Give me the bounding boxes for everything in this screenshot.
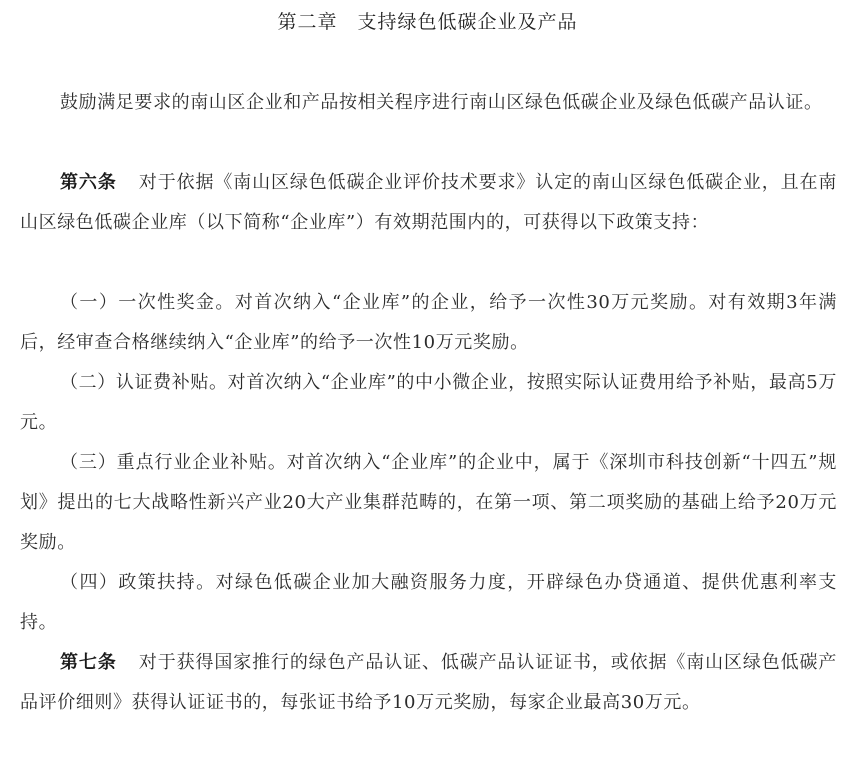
policy-item-1: （一）一次性奖金。对首次纳入“企业库”的企业，给予一次性30万元奖励。对有效期3年满后，经审查合格继续纳入“企业库”的给予一次性10万元奖励。 [20,292,837,353]
article-6-label: 第六条 [60,172,117,193]
article-7-text: 对于获得国家推行的绿色产品认证、低碳产品认证证书，或依据《南山区绿色低碳产品评价细则》获得认证证书的，每张证书给予10万元奖励，每家企业最高30万元。 [20,652,837,713]
article-6-paragraph [0,163,855,243]
article-6-text: 对于依据《南山区绿色低碳企业评价技术要求》认定的南山区绿色低碳企业，且在南山区绿色低碳企业库（以下简称“企业库”）有效期范围内的，可获得以下政策支持： [20,172,837,233]
policy-item-3: （三）重点行业企业补贴。对首次纳入“企业库”的企业中，属于《深圳市科技创新“十四五”规划》提出的七大战略性新兴产业20大产业集群范畴的，在第一项、第二项奖励的基础上给予20万元奖励。 [20,452,837,553]
article-7-paragraph [0,643,855,723]
intro-paragraph: 鼓励满足要求的南山区企业和产品按相关程序进行南山区绿色低碳企业及绿色低碳产品认证。 [60,92,823,113]
chapter-title: 第二章 支持绿色低碳企业及产品 [277,11,578,33]
policy-item-4: （四）政策扶持。对绿色低碳企业加大融资服务力度，开辟绿色办贷通道、提供优惠利率支持。 [20,572,837,633]
policy-item-2: （二）认证费补贴。对首次纳入“企业库”的中小微企业，按照实际认证费用给予补贴，最高5万元。 [20,372,837,433]
article-7-label: 第七条 [60,652,117,673]
